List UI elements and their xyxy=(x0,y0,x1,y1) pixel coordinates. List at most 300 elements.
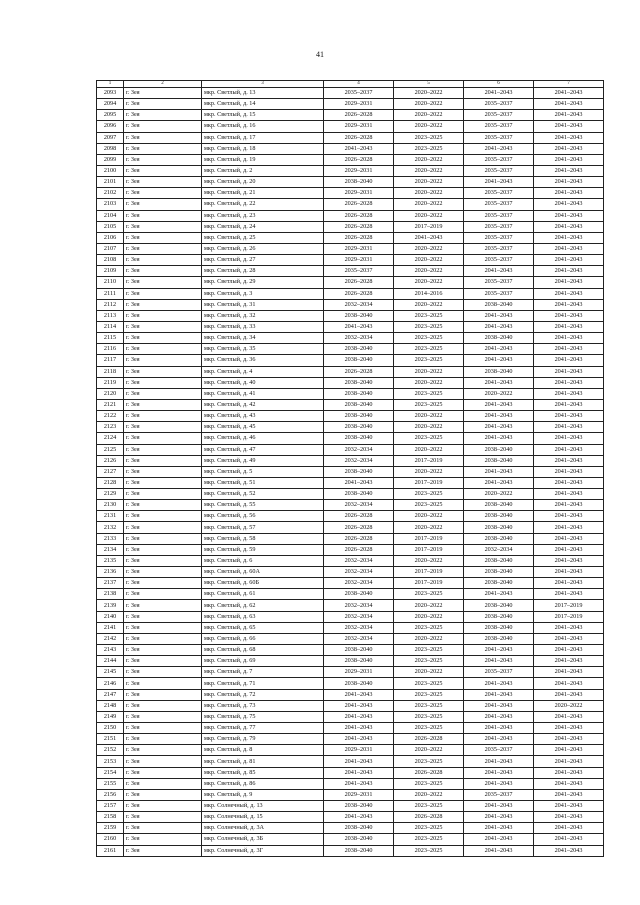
row-number-cell: 2148 xyxy=(97,700,124,711)
address-cell: мкр. Светлый, д. 4 xyxy=(202,366,324,377)
period-cell: 2041–2043 xyxy=(534,243,604,254)
period-cell: 2041–2043 xyxy=(464,734,534,745)
period-cell: 2041–2043 xyxy=(464,177,534,188)
period-cell: 2035–2037 xyxy=(464,232,534,243)
address-cell: мкр. Светлый, д. 58 xyxy=(202,533,324,544)
address-cell: мкр. Светлый, д. 49 xyxy=(202,455,324,466)
period-cell: 2035–2037 xyxy=(464,745,534,756)
period-cell: 2041–2043 xyxy=(534,745,604,756)
period-cell: 2038–2040 xyxy=(464,578,534,589)
period-cell: 2020–2022 xyxy=(394,667,464,678)
period-cell: 2035–2037 xyxy=(464,110,534,121)
register-table xyxy=(96,80,604,857)
city-cell: г. Зея xyxy=(124,611,202,622)
row-number-cell: 2156 xyxy=(97,789,124,800)
address-cell: мкр. Светлый, д. 46 xyxy=(202,433,324,444)
row-number-cell: 2136 xyxy=(97,567,124,578)
row-number-cell: 2124 xyxy=(97,433,124,444)
table-row xyxy=(97,633,604,644)
period-cell: 2020–2022 xyxy=(394,411,464,422)
address-cell: мкр. Светлый, д. 16 xyxy=(202,121,324,132)
period-cell: 2041–2043 xyxy=(534,143,604,154)
period-cell: 2020–2022 xyxy=(394,88,464,99)
period-cell: 2035–2037 xyxy=(464,188,534,199)
row-number-cell: 2115 xyxy=(97,333,124,344)
period-cell: 2026–2028 xyxy=(324,110,394,121)
period-cell: 2041–2043 xyxy=(324,756,394,767)
period-cell: 2041–2043 xyxy=(534,567,604,578)
table-row xyxy=(97,165,604,176)
period-cell: 2041–2043 xyxy=(464,756,534,767)
row-number-cell: 2118 xyxy=(97,366,124,377)
period-cell: 2026–2028 xyxy=(394,812,464,823)
period-cell: 2017–2019 xyxy=(534,611,604,622)
address-cell: мкр. Светлый, д. 6 xyxy=(202,555,324,566)
period-cell: 2041–2043 xyxy=(324,734,394,745)
period-cell: 2041–2043 xyxy=(534,455,604,466)
city-cell: г. Зея xyxy=(124,533,202,544)
address-cell: мкр. Солнечный, д. 3Б xyxy=(202,834,324,845)
address-cell: мкр. Светлый, д. 81 xyxy=(202,756,324,767)
table-row xyxy=(97,812,604,823)
table-row xyxy=(97,255,604,266)
period-cell: 2041–2043 xyxy=(534,555,604,566)
city-cell: г. Зея xyxy=(124,221,202,232)
address-cell: мкр. Светлый, д. 31 xyxy=(202,299,324,310)
period-cell: 2041–2043 xyxy=(534,399,604,410)
period-cell: 2020–2022 xyxy=(394,299,464,310)
period-cell: 2041–2043 xyxy=(534,366,604,377)
city-cell: г. Зея xyxy=(124,789,202,800)
row-number-cell: 2095 xyxy=(97,110,124,121)
address-cell: мкр. Светлый, д. 75 xyxy=(202,711,324,722)
period-cell: 2023–2025 xyxy=(394,333,464,344)
city-cell: г. Зея xyxy=(124,199,202,210)
row-number-cell: 2113 xyxy=(97,310,124,321)
period-cell: 2023–2025 xyxy=(394,489,464,500)
table-row xyxy=(97,344,604,355)
city-cell: г. Зея xyxy=(124,511,202,522)
period-cell: 2038–2040 xyxy=(324,377,394,388)
period-cell: 2023–2025 xyxy=(394,645,464,656)
period-cell: 2041–2043 xyxy=(534,255,604,266)
page-number: 41 xyxy=(316,50,324,59)
city-cell: г. Зея xyxy=(124,165,202,176)
table-row xyxy=(97,333,604,344)
row-number-cell: 2119 xyxy=(97,377,124,388)
table-row xyxy=(97,489,604,500)
column-header: 1 xyxy=(97,81,124,88)
city-cell: г. Зея xyxy=(124,756,202,767)
address-cell: мкр. Светлый, д. 23 xyxy=(202,210,324,221)
period-cell: 2041–2043 xyxy=(324,812,394,823)
period-cell: 2026–2028 xyxy=(324,232,394,243)
address-cell: мкр. Светлый, д. 79 xyxy=(202,734,324,745)
period-cell: 2041–2043 xyxy=(324,711,394,722)
period-cell: 2041–2043 xyxy=(534,88,604,99)
period-cell: 2041–2043 xyxy=(464,656,534,667)
period-cell: 2020–2022 xyxy=(394,422,464,433)
period-cell: 2026–2028 xyxy=(324,544,394,555)
city-cell: г. Зея xyxy=(124,500,202,511)
period-cell: 2023–2025 xyxy=(394,589,464,600)
period-cell: 2041–2043 xyxy=(464,845,534,856)
address-cell: мкр. Светлый, д. 5 xyxy=(202,466,324,477)
period-cell: 2038–2040 xyxy=(464,533,534,544)
address-cell: мкр. Светлый, д. 72 xyxy=(202,689,324,700)
period-cell: 2020–2022 xyxy=(394,243,464,254)
period-cell: 2041–2043 xyxy=(534,232,604,243)
city-cell: г. Зея xyxy=(124,567,202,578)
period-cell: 2026–2028 xyxy=(324,288,394,299)
table-row xyxy=(97,745,604,756)
period-cell: 2038–2040 xyxy=(464,555,534,566)
period-cell: 2038–2040 xyxy=(464,611,534,622)
city-cell: г. Зея xyxy=(124,522,202,533)
period-cell: 2017–2019 xyxy=(394,477,464,488)
row-number-cell: 2101 xyxy=(97,177,124,188)
address-cell: мкр. Светлый, д. 21 xyxy=(202,188,324,199)
period-cell: 2041–2043 xyxy=(464,700,534,711)
period-cell: 2020–2022 xyxy=(394,266,464,277)
column-header: 3 xyxy=(202,81,324,88)
row-number-cell: 2132 xyxy=(97,522,124,533)
period-cell: 2023–2025 xyxy=(394,399,464,410)
city-cell: г. Зея xyxy=(124,277,202,288)
city-cell: г. Зея xyxy=(124,422,202,433)
period-cell: 2041–2043 xyxy=(324,700,394,711)
period-cell: 2017–2019 xyxy=(534,600,604,611)
address-cell: мкр. Светлый, д. 20 xyxy=(202,177,324,188)
period-cell: 2041–2043 xyxy=(534,678,604,689)
period-cell: 2020–2022 xyxy=(394,444,464,455)
row-number-cell: 2111 xyxy=(97,288,124,299)
period-cell: 2041–2043 xyxy=(534,321,604,332)
address-cell: мкр. Светлый, д. 41 xyxy=(202,388,324,399)
address-cell: мкр. Светлый, д. 9 xyxy=(202,789,324,800)
table-row xyxy=(97,600,604,611)
period-cell: 2041–2043 xyxy=(464,411,534,422)
row-number-cell: 2120 xyxy=(97,388,124,399)
city-cell: г. Зея xyxy=(124,333,202,344)
table-row xyxy=(97,321,604,332)
row-number-cell: 2103 xyxy=(97,199,124,210)
period-cell: 2041–2043 xyxy=(534,288,604,299)
period-cell: 2041–2043 xyxy=(534,756,604,767)
table-row xyxy=(97,611,604,622)
row-number-cell: 2110 xyxy=(97,277,124,288)
address-cell: мкр. Светлый, д. 69 xyxy=(202,656,324,667)
address-cell: мкр. Светлый, д. 34 xyxy=(202,333,324,344)
period-cell: 2038–2040 xyxy=(464,455,534,466)
period-cell: 2023–2025 xyxy=(394,711,464,722)
period-cell: 2035–2037 xyxy=(464,199,534,210)
city-cell: г. Зея xyxy=(124,711,202,722)
period-cell: 2038–2040 xyxy=(324,489,394,500)
table-row xyxy=(97,756,604,767)
period-cell: 2038–2040 xyxy=(324,177,394,188)
period-cell: 2041–2043 xyxy=(534,767,604,778)
row-number-cell: 2108 xyxy=(97,255,124,266)
row-number-cell: 2097 xyxy=(97,132,124,143)
table-row xyxy=(97,310,604,321)
period-cell: 2020–2022 xyxy=(394,277,464,288)
period-cell: 2041–2043 xyxy=(464,321,534,332)
period-cell: 2038–2040 xyxy=(324,422,394,433)
city-cell: г. Зея xyxy=(124,645,202,656)
address-cell: мкр. Светлый, д. 56 xyxy=(202,511,324,522)
city-cell: г. Зея xyxy=(124,121,202,132)
row-number-cell: 2161 xyxy=(97,845,124,856)
period-cell: 2038–2040 xyxy=(464,622,534,633)
address-cell: мкр. Светлый, д. 29 xyxy=(202,277,324,288)
table-row xyxy=(97,266,604,277)
row-number-cell: 2109 xyxy=(97,266,124,277)
city-cell: г. Зея xyxy=(124,745,202,756)
period-cell: 2038–2040 xyxy=(464,444,534,455)
period-cell: 2026–2028 xyxy=(324,522,394,533)
row-number-cell: 2100 xyxy=(97,165,124,176)
period-cell: 2041–2043 xyxy=(534,823,604,834)
table-row xyxy=(97,656,604,667)
city-cell: г. Зея xyxy=(124,823,202,834)
address-cell: мкр. Солнечный, д. 13 xyxy=(202,801,324,812)
table-row xyxy=(97,221,604,232)
address-cell: мкр. Светлый, д. 17 xyxy=(202,132,324,143)
address-cell: мкр. Светлый, д. 85 xyxy=(202,767,324,778)
period-cell: 2041–2043 xyxy=(534,99,604,110)
period-cell: 2041–2043 xyxy=(534,411,604,422)
city-cell: г. Зея xyxy=(124,723,202,734)
table-row xyxy=(97,355,604,366)
period-cell: 2020–2022 xyxy=(394,199,464,210)
row-number-cell: 2158 xyxy=(97,812,124,823)
period-cell: 2041–2043 xyxy=(324,767,394,778)
row-number-cell: 2122 xyxy=(97,411,124,422)
table-row xyxy=(97,455,604,466)
address-cell: мкр. Светлый, д. 8 xyxy=(202,745,324,756)
period-cell: 2035–2037 xyxy=(464,99,534,110)
row-number-cell: 2123 xyxy=(97,422,124,433)
address-cell: мкр. Светлый, д. 60Б xyxy=(202,578,324,589)
period-cell: 2023–2025 xyxy=(394,310,464,321)
table-row xyxy=(97,388,604,399)
city-cell: г. Зея xyxy=(124,243,202,254)
period-cell: 2041–2043 xyxy=(534,132,604,143)
period-cell: 2041–2043 xyxy=(464,778,534,789)
period-cell: 2041–2043 xyxy=(464,589,534,600)
period-cell: 2020–2022 xyxy=(394,177,464,188)
row-number-cell: 2138 xyxy=(97,589,124,600)
address-cell: мкр. Светлый, д. 42 xyxy=(202,399,324,410)
city-cell: г. Зея xyxy=(124,466,202,477)
period-cell: 2029–2031 xyxy=(324,188,394,199)
period-cell: 2026–2028 xyxy=(394,767,464,778)
city-cell: г. Зея xyxy=(124,399,202,410)
city-cell: г. Зея xyxy=(124,455,202,466)
period-cell: 2020–2022 xyxy=(464,489,534,500)
period-cell: 2041–2043 xyxy=(464,355,534,366)
period-cell: 2038–2040 xyxy=(464,511,534,522)
period-cell: 2041–2043 xyxy=(534,299,604,310)
period-cell: 2038–2040 xyxy=(324,645,394,656)
period-cell: 2014–2016 xyxy=(394,288,464,299)
row-number-cell: 2157 xyxy=(97,801,124,812)
period-cell: 2041–2043 xyxy=(324,321,394,332)
table-row xyxy=(97,645,604,656)
period-cell: 2029–2031 xyxy=(324,667,394,678)
period-cell: 2038–2040 xyxy=(324,834,394,845)
period-cell: 2035–2037 xyxy=(464,277,534,288)
period-cell: 2032–2034 xyxy=(324,299,394,310)
period-cell: 2038–2040 xyxy=(324,399,394,410)
period-cell: 2020–2022 xyxy=(394,255,464,266)
period-cell: 2023–2025 xyxy=(394,500,464,511)
period-cell: 2020–2022 xyxy=(394,110,464,121)
period-cell: 2041–2043 xyxy=(534,789,604,800)
period-cell: 2038–2040 xyxy=(464,600,534,611)
period-cell: 2038–2040 xyxy=(464,333,534,344)
row-number-cell: 2094 xyxy=(97,99,124,110)
period-cell: 2020–2022 xyxy=(394,377,464,388)
city-cell: г. Зея xyxy=(124,99,202,110)
period-cell: 2023–2025 xyxy=(394,388,464,399)
period-cell: 2026–2028 xyxy=(324,132,394,143)
row-number-cell: 2130 xyxy=(97,500,124,511)
city-cell: г. Зея xyxy=(124,255,202,266)
row-number-cell: 2128 xyxy=(97,477,124,488)
table-row xyxy=(97,767,604,778)
address-cell: мкр. Светлый, д. 63 xyxy=(202,611,324,622)
table-body xyxy=(97,88,604,857)
period-cell: 2041–2043 xyxy=(534,165,604,176)
column-header: 7 xyxy=(534,81,604,88)
table-row xyxy=(97,177,604,188)
table-row xyxy=(97,88,604,99)
address-cell: мкр. Светлый, д. 71 xyxy=(202,678,324,689)
period-cell: 2026–2028 xyxy=(324,511,394,522)
row-number-cell: 2131 xyxy=(97,511,124,522)
period-cell: 2035–2037 xyxy=(464,255,534,266)
city-cell: г. Зея xyxy=(124,555,202,566)
period-cell: 2023–2025 xyxy=(394,845,464,856)
city-cell: г. Зея xyxy=(124,578,202,589)
period-cell: 2041–2043 xyxy=(534,477,604,488)
table-row xyxy=(97,511,604,522)
table-row xyxy=(97,845,604,856)
period-cell: 2023–2025 xyxy=(394,689,464,700)
period-cell: 2035–2037 xyxy=(324,88,394,99)
period-cell: 2026–2028 xyxy=(324,277,394,288)
row-number-cell: 2125 xyxy=(97,444,124,455)
row-number-cell: 2117 xyxy=(97,355,124,366)
period-cell: 2041–2043 xyxy=(534,210,604,221)
period-cell: 2035–2037 xyxy=(464,165,534,176)
period-cell: 2017–2019 xyxy=(394,455,464,466)
period-cell: 2026–2028 xyxy=(394,734,464,745)
period-cell: 2041–2043 xyxy=(464,645,534,656)
address-cell: мкр. Светлый, д. 35 xyxy=(202,344,324,355)
address-cell: мкр. Светлый, д. 65 xyxy=(202,622,324,633)
city-cell: г. Зея xyxy=(124,411,202,422)
table-row xyxy=(97,578,604,589)
period-cell: 2035–2037 xyxy=(464,789,534,800)
city-cell: г. Зея xyxy=(124,667,202,678)
row-number-cell: 2134 xyxy=(97,544,124,555)
period-cell: 2038–2040 xyxy=(324,678,394,689)
period-cell: 2023–2025 xyxy=(394,656,464,667)
period-cell: 2041–2043 xyxy=(464,377,534,388)
row-number-cell: 2150 xyxy=(97,723,124,734)
period-cell: 2017–2019 xyxy=(394,578,464,589)
period-cell: 2020–2022 xyxy=(394,633,464,644)
table-row xyxy=(97,377,604,388)
period-cell: 2041–2043 xyxy=(534,110,604,121)
city-cell: г. Зея xyxy=(124,678,202,689)
period-cell: 2041–2043 xyxy=(534,277,604,288)
period-cell: 2017–2019 xyxy=(394,533,464,544)
address-cell: мкр. Светлый, д. 55 xyxy=(202,500,324,511)
row-number-cell: 2121 xyxy=(97,399,124,410)
city-cell: г. Зея xyxy=(124,845,202,856)
period-cell: 2032–2034 xyxy=(324,444,394,455)
period-cell: 2041–2043 xyxy=(534,388,604,399)
period-cell: 2041–2043 xyxy=(534,734,604,745)
table-row xyxy=(97,422,604,433)
period-cell: 2041–2043 xyxy=(464,823,534,834)
city-cell: г. Зея xyxy=(124,310,202,321)
address-cell: мкр. Светлый, д. 27 xyxy=(202,255,324,266)
row-number-cell: 2106 xyxy=(97,232,124,243)
table-row xyxy=(97,533,604,544)
column-header: 6 xyxy=(464,81,534,88)
row-number-cell: 2098 xyxy=(97,143,124,154)
row-number-cell: 2116 xyxy=(97,344,124,355)
period-cell: 2032–2034 xyxy=(324,611,394,622)
table-row xyxy=(97,154,604,165)
period-cell: 2041–2043 xyxy=(394,232,464,243)
row-number-cell: 2105 xyxy=(97,221,124,232)
period-cell: 2032–2034 xyxy=(324,567,394,578)
address-cell: мкр. Светлый, д. 86 xyxy=(202,778,324,789)
period-cell: 2035–2037 xyxy=(464,154,534,165)
table-row xyxy=(97,433,604,444)
period-cell: 2038–2040 xyxy=(464,522,534,533)
row-number-cell: 2144 xyxy=(97,656,124,667)
period-cell: 2035–2037 xyxy=(464,243,534,254)
row-number-cell: 2154 xyxy=(97,767,124,778)
period-cell: 2041–2043 xyxy=(534,466,604,477)
period-cell: 2020–2022 xyxy=(394,511,464,522)
period-cell: 2029–2031 xyxy=(324,121,394,132)
period-cell: 2023–2025 xyxy=(394,143,464,154)
table-row xyxy=(97,723,604,734)
city-cell: г. Зея xyxy=(124,321,202,332)
period-cell: 2038–2040 xyxy=(464,500,534,511)
period-cell: 2038–2040 xyxy=(464,633,534,644)
period-cell: 2041–2043 xyxy=(324,778,394,789)
city-cell: г. Зея xyxy=(124,344,202,355)
period-cell: 2041–2043 xyxy=(534,266,604,277)
period-cell: 2032–2034 xyxy=(324,455,394,466)
row-number-cell: 2160 xyxy=(97,834,124,845)
period-cell: 2023–2025 xyxy=(394,321,464,332)
city-cell: г. Зея xyxy=(124,689,202,700)
period-cell: 2041–2043 xyxy=(534,310,604,321)
address-cell: мкр. Светлый, д. 57 xyxy=(202,522,324,533)
address-cell: мкр. Светлый, д. 18 xyxy=(202,143,324,154)
period-cell: 2035–2037 xyxy=(464,121,534,132)
